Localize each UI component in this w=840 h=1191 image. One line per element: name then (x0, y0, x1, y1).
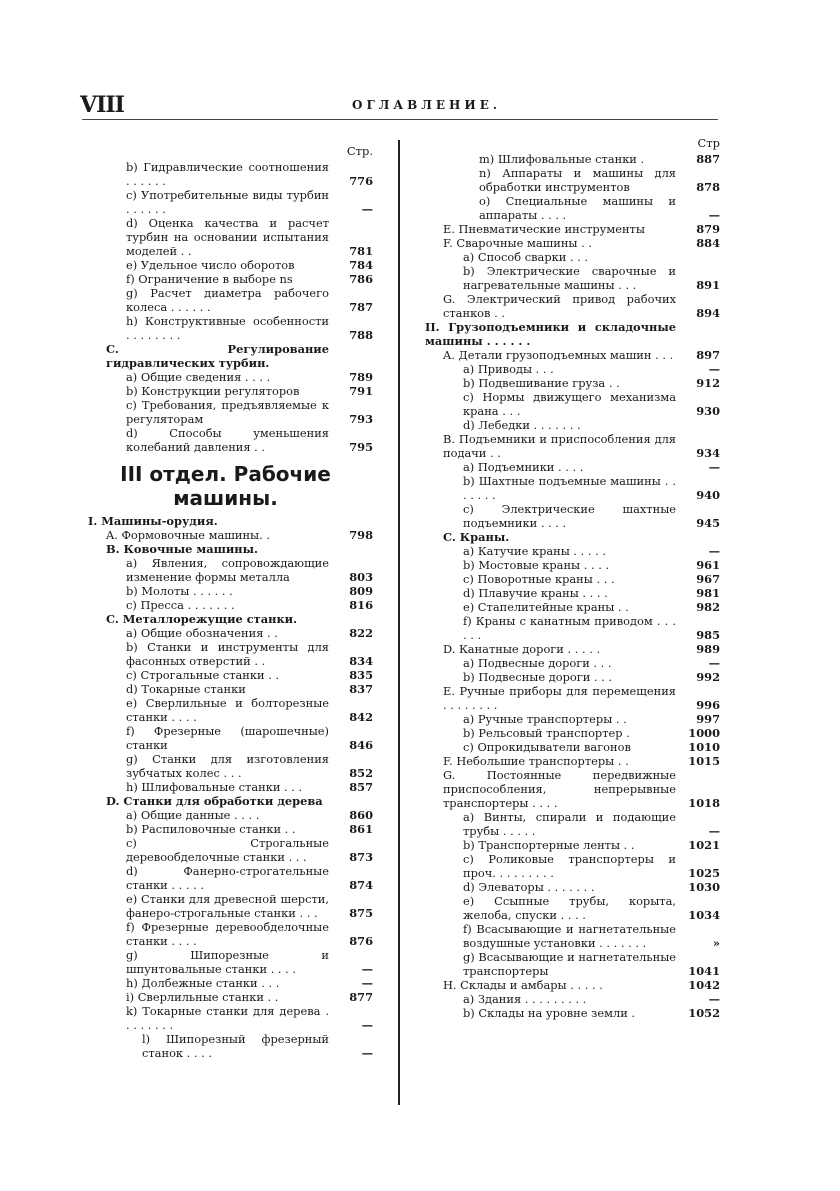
toc-entry-title: B. Ковочные машины. (106, 542, 259, 556)
toc-entry (88, 188, 373, 216)
toc-entry-page: — (361, 976, 373, 990)
toc-entry-title: d) Лебедки . . . . . . . (463, 418, 581, 432)
toc-entry (425, 152, 720, 166)
toc-entry (88, 808, 373, 822)
toc-entry-title: d) Фанерно-строгательные станки . . . . . (126, 864, 329, 892)
toc-entry-title: b) Рельсовый транспортер . (463, 726, 630, 740)
toc-entry-title: e) Удельное число оборотов (126, 258, 295, 272)
toc-entry-title: c) Строгальные деревообделочные станки . . . (126, 836, 329, 864)
toc-entry (425, 222, 720, 236)
toc-entry-title: a) Катучие краны . . . . . (463, 544, 607, 558)
toc-entry-page: 1018 (688, 796, 720, 810)
toc-entry-title: D. Станки для обработки дерева (106, 794, 323, 808)
toc-entry (88, 892, 373, 920)
toc-entry-title: a) Подъемники . . . . (463, 460, 584, 474)
toc-entry-page: 776 (349, 174, 373, 188)
toc-entry-page: 789 (349, 370, 373, 384)
toc-entry-page: — (708, 824, 720, 838)
toc-entry-title: H. Склады и амбары . . . . . (443, 978, 603, 992)
toc-entry-title: b) Распиловочные станки . . (126, 822, 296, 836)
toc-entry-page: 996 (696, 698, 720, 712)
toc-entry-page: 887 (696, 152, 720, 166)
toc-entry-page: 985 (696, 628, 720, 642)
toc-entry-page: 1010 (688, 740, 720, 754)
toc-entry-title: b) Подвесные дороги . . . (463, 670, 613, 684)
toc-entry (88, 640, 373, 668)
toc-entry-page: 834 (349, 654, 373, 668)
toc-entry (425, 1006, 720, 1020)
toc-entry (88, 990, 373, 1004)
toc-entry-page: 798 (349, 528, 373, 542)
toc-entry (425, 250, 720, 264)
toc-entry (88, 696, 373, 724)
toc-entry-page: 1000 (688, 726, 720, 740)
toc-entry-title: b) Подвешивание груза . . (463, 376, 620, 390)
toc-entry-page: 873 (349, 850, 373, 864)
toc-entry-title: g) Всасывающие и нагнетательные транспортеры (463, 950, 676, 978)
toc-entry (88, 258, 373, 272)
right-column (425, 136, 720, 1020)
toc-entry-title: a) Общие данные . . . . (126, 808, 260, 822)
toc-entry-page: 809 (349, 584, 373, 598)
toc-entry (88, 626, 373, 640)
toc-entry-page: — (708, 460, 720, 474)
toc-entry-page: 1025 (688, 866, 720, 880)
toc-entry (425, 558, 720, 572)
toc-entry-title: G. Постоянные передвижные приспособления, непрерывные транспортеры . . . . (443, 768, 676, 810)
toc-entry (425, 432, 720, 460)
toc-entry (425, 894, 720, 922)
toc-entry (425, 390, 720, 418)
toc-entry-title: c) Поворотные краны . . . (463, 572, 615, 586)
toc-entry-page: 934 (696, 446, 720, 460)
toc-entry-title: b) Транспортерные ленты . . (463, 838, 635, 852)
toc-entry-page: 781 (349, 244, 373, 258)
toc-entry (88, 216, 373, 258)
toc-entry (425, 978, 720, 992)
toc-entry-page: 997 (696, 712, 720, 726)
toc-entry-title: c) Пресса . . . . . . . (126, 598, 235, 612)
toc-entry-page: — (708, 544, 720, 558)
toc-entry-title: h) Конструктивные особенности . . . . . . . . (126, 314, 329, 342)
column-divider (398, 140, 400, 1105)
toc-entry (425, 880, 720, 894)
toc-entry-title: d) Способы уменьшения колебаний давления . . (126, 426, 329, 454)
toc-entry (88, 584, 373, 598)
toc-entry-title: C. Краны. (443, 530, 510, 544)
toc-entry (425, 670, 720, 684)
toc-entry-page: » (712, 936, 720, 950)
toc-entry-title: d) Плавучие краны . . . . (463, 586, 608, 600)
toc-entry (425, 838, 720, 852)
toc-entry (88, 556, 373, 584)
toc-entry-title: a) Общие сведения . . . . (126, 370, 271, 384)
toc-entry-title: I. Машины-орудия. (88, 514, 218, 528)
toc-entry (88, 286, 373, 314)
toc-entry-title: a) Приводы . . . (463, 362, 554, 376)
toc-entry (88, 612, 373, 626)
toc-entry-page: 795 (349, 440, 373, 454)
toc-entry-page: 982 (696, 600, 720, 614)
toc-entry-title: II. Грузоподъемники и складочные машины . . . . . . (425, 320, 676, 348)
toc-entry (425, 530, 720, 544)
toc-entry-page: — (361, 962, 373, 976)
toc-entry-page: 891 (696, 278, 720, 292)
toc-entry-title: f) Всасывающие и нагнетательные воздушные установки . . . . . . . (463, 922, 676, 950)
toc-entry-page: 1021 (688, 838, 720, 852)
toc-entry-page: 992 (696, 670, 720, 684)
toc-entry-page: 787 (349, 300, 373, 314)
toc-entry (88, 724, 373, 752)
toc-entry-page: 878 (696, 180, 720, 194)
toc-entry (88, 370, 373, 384)
toc-entry-title: m) Шлифовальные станки . (479, 152, 645, 166)
toc-entry-title: G. Электрический привод рабочих станков . . (443, 292, 676, 320)
toc-entry-title: d) Оценка качества и расчет турбин на основании испытания моделей . . (126, 216, 329, 258)
toc-entry (425, 166, 720, 194)
toc-entry-title: e) Сверлильные и болторезные станки . . . . (126, 696, 329, 724)
toc-entry-title: c) Опрокидыватели вагонов (463, 740, 631, 754)
toc-entry (88, 668, 373, 682)
toc-entry (425, 712, 720, 726)
toc-entry-page: 842 (349, 710, 373, 724)
toc-entry-page: 967 (696, 572, 720, 586)
toc-entry-title: a) Винты, спирали и подающие трубы . . . . . (463, 810, 676, 838)
toc-entry-page: 788 (349, 328, 373, 342)
toc-entry-page: 981 (696, 586, 720, 600)
toc-entry-title: b) Мостовые краны . . . . (463, 558, 610, 572)
toc-entry-page: 793 (349, 412, 373, 426)
toc-entry (88, 598, 373, 612)
toc-entry-title: a) Ручные транспортеры . . (463, 712, 627, 726)
toc-entry-page: 876 (349, 934, 373, 948)
toc-entry (88, 542, 373, 556)
toc-entry (88, 1004, 373, 1032)
toc-entry (425, 992, 720, 1006)
toc-entry (425, 614, 720, 642)
toc-entry (425, 586, 720, 600)
toc-entry-page: 940 (696, 488, 720, 502)
toc-entry (88, 836, 373, 864)
toc-entry-title: b) Склады на уровне земли . (463, 1006, 636, 1020)
toc-entry-title: f) Фрезерные деревообделочные станки . . . . (126, 920, 329, 948)
toc-entry (88, 384, 373, 398)
right-page-column-header: Стр (697, 136, 720, 150)
toc-entry-page: — (361, 1018, 373, 1032)
toc-entry (425, 922, 720, 950)
toc-entry-title: g) Шипорезные и шпунтовальные станки . . . . (126, 948, 329, 976)
toc-entry-title: f) Фрезерные (шарошечные) станки (126, 724, 329, 752)
toc-entry (425, 544, 720, 558)
toc-entry (88, 160, 373, 188)
toc-entry-page: 912 (696, 376, 720, 390)
toc-entry-title: b) Гидравлические соотношения . . . . . . (126, 160, 329, 188)
left-column (88, 144, 373, 1060)
toc-entry-page: 1034 (688, 908, 720, 922)
toc-entry-page: 857 (349, 780, 373, 794)
toc-entry (425, 754, 720, 768)
toc-entry-page: — (708, 656, 720, 670)
toc-entry-title: F. Сварочные машины . . (443, 236, 592, 250)
toc-entry-page: 786 (349, 272, 373, 286)
toc-entry-page: 852 (349, 766, 373, 780)
toc-entry-title: n) Аппараты и машины для обработки инструментов (479, 166, 676, 194)
toc-entry-page: — (708, 362, 720, 376)
right-toc-list (425, 152, 720, 1020)
toc-entry (425, 376, 720, 390)
toc-entry-title: l) Шипорезный фрезерный станок . . . . (142, 1032, 329, 1060)
toc-entry-page: 894 (696, 306, 720, 320)
toc-entry-title: c) Строгальные станки . . (126, 668, 280, 682)
toc-entry-page: 1015 (688, 754, 720, 768)
toc-entry-page: 897 (696, 348, 720, 362)
toc-entry-page: 989 (696, 642, 720, 656)
toc-entry-title: c) Роликовые транспортеры и проч. . . . . . . . . (463, 852, 676, 880)
toc-entry-title: b) Станки и инструменты для фасонных отверстий . . (126, 640, 329, 668)
toc-entry (425, 460, 720, 474)
toc-entry-title: a) Способ сварки . . . (463, 250, 589, 264)
toc-entry-title: C. Регулирование гидравлических турбин. (106, 342, 329, 370)
toc-entry-title: A. Детали грузоподъемных машин . . . (443, 348, 674, 362)
toc-entry-title: e) Стапелитейные краны . . (463, 600, 629, 614)
toc-entry-page: 877 (349, 990, 373, 1004)
toc-entry-title: D. Канатные дороги . . . . . (443, 642, 601, 656)
toc-entry-title: a) Явления, сопровождающие изменение формы металла (126, 556, 329, 584)
toc-entry-title: d) Элеваторы . . . . . . . (463, 880, 595, 894)
toc-entry-page: 860 (349, 808, 373, 822)
toc-entry-page: 875 (349, 906, 373, 920)
toc-entry-title: g) Расчет диаметра рабочего колеса . . . . . . (126, 286, 329, 314)
toc-entry (425, 502, 720, 530)
toc-entry-title: E. Пневматические инструменты (443, 222, 645, 236)
toc-entry (88, 426, 373, 454)
toc-entry (425, 740, 720, 754)
toc-entry (88, 794, 373, 808)
toc-entry-page: 1041 (688, 964, 720, 978)
toc-entry (88, 948, 373, 976)
page-header-title: ОГЛАВЛЕНИЕ. (352, 98, 502, 112)
toc-entry (425, 320, 720, 348)
toc-entry-title: h) Долбежные станки . . . (126, 976, 280, 990)
toc-entry-title: a) Общие обозначения . . (126, 626, 278, 640)
toc-entry-page: 835 (349, 668, 373, 682)
toc-entry-title: c) Употребительные виды турбин . . . . . . (126, 188, 329, 216)
toc-entry-page: 784 (349, 258, 373, 272)
toc-entry (425, 768, 720, 810)
toc-entry-page: 930 (696, 404, 720, 418)
toc-entry-title: A. Формовочные машины. . (106, 528, 270, 542)
toc-entry (88, 822, 373, 836)
toc-entry (425, 362, 720, 376)
toc-entry (88, 514, 373, 528)
toc-entry-title: h) Шлифовальные станки . . . (126, 780, 303, 794)
toc-entry (425, 194, 720, 222)
toc-entry (88, 398, 373, 426)
left-toc-list-lower (88, 514, 373, 1060)
left-toc-list-upper (88, 160, 373, 454)
toc-entry-title: b) Молоты . . . . . . (126, 584, 233, 598)
toc-entry-title: o) Специальные машины и аппараты . . . . (479, 194, 676, 222)
toc-entry-page: 861 (349, 822, 373, 836)
toc-entry-title: d) Токарные станки (126, 682, 246, 696)
toc-entry-page: 1042 (688, 978, 720, 992)
toc-entry (88, 682, 373, 696)
toc-entry (88, 780, 373, 794)
toc-entry-title: C. Металлорежущие станки. (106, 612, 298, 626)
toc-entry-title: a) Подвесные дороги . . . (463, 656, 612, 670)
toc-entry-page: 822 (349, 626, 373, 640)
toc-entry-page: — (361, 1046, 373, 1060)
toc-entry (88, 1032, 373, 1060)
toc-entry-title: a) Здания . . . . . . . . . (463, 992, 587, 1006)
page-number: VIII (80, 92, 124, 118)
toc-entry-page: 874 (349, 878, 373, 892)
toc-entry (425, 474, 720, 502)
toc-entry-page: — (361, 202, 373, 216)
toc-entry (88, 864, 373, 892)
toc-entry-page: — (708, 992, 720, 1006)
toc-entry (425, 684, 720, 712)
toc-entry (425, 572, 720, 586)
toc-entry-title: k) Токарные станки для дерева . . . . . . . . (126, 1004, 329, 1032)
toc-entry-page: 837 (349, 682, 373, 696)
toc-entry (425, 600, 720, 614)
toc-entry-page: 945 (696, 516, 720, 530)
toc-entry-title: e) Ссыпные трубы, корыта, желоба, спуски . . . . (463, 894, 676, 922)
toc-entry (425, 348, 720, 362)
toc-entry (425, 264, 720, 292)
toc-entry-page: 879 (696, 222, 720, 236)
section-title: III отдел. Рабочие машины. (120, 462, 331, 510)
toc-entry-page: 803 (349, 570, 373, 584)
toc-entry (425, 726, 720, 740)
toc-entry (88, 342, 373, 370)
toc-entry-title: F. Небольшие транспортеры . . (443, 754, 629, 768)
toc-entry (88, 920, 373, 948)
toc-entry-title: E. Ручные приборы для перемещения . . . . . . . . (443, 684, 676, 712)
toc-entry (88, 752, 373, 780)
toc-entry (88, 314, 373, 342)
left-page-column-header: Стр. (346, 144, 373, 158)
toc-entry-page: 791 (349, 384, 373, 398)
toc-entry (425, 292, 720, 320)
header-rule (82, 119, 718, 120)
toc-entry-title: b) Электрические сварочные и нагревательные машины . . . (463, 264, 676, 292)
toc-entry-title: c) Требования, предъявляемые к регуляторам (126, 398, 329, 426)
toc-entry-page: 846 (349, 738, 373, 752)
toc-entry-page: — (708, 208, 720, 222)
toc-entry-page: 1030 (688, 880, 720, 894)
toc-entry-page: 816 (349, 598, 373, 612)
toc-entry-page: 1052 (688, 1006, 720, 1020)
toc-entry (88, 976, 373, 990)
toc-entry (425, 810, 720, 838)
toc-entry-title: i) Сверлильные станки . . (126, 990, 279, 1004)
toc-entry-title: g) Станки для изготовления зубчатых колес . . . (126, 752, 329, 780)
toc-entry-title: f) Краны с канатным приводом . . . . . . (463, 614, 676, 642)
toc-entry (425, 418, 720, 432)
toc-entry-title: c) Нормы движущего механизма крана . . . (463, 390, 676, 418)
toc-entry (425, 950, 720, 978)
toc-entry (425, 642, 720, 656)
toc-entry (425, 656, 720, 670)
toc-entry-title: e) Станки для древесной шерсти, фанеро-строгальные станки . . . (126, 892, 329, 920)
toc-entry-title: B. Подъемники и приспособления для подачи . . (443, 432, 676, 460)
toc-entry-title: b) Конструкции регуляторов (126, 384, 300, 398)
toc-entry (425, 852, 720, 880)
toc-entry-title: c) Электрические шахтные подъемники . . . . (463, 502, 676, 530)
toc-entry-title: b) Шахтные подъемные машины . . . . . . . (463, 474, 676, 502)
toc-entry-title: f) Ограничение в выборе ns (126, 272, 293, 286)
toc-entry-page: 961 (696, 558, 720, 572)
toc-entry (88, 272, 373, 286)
toc-entry-page: 884 (696, 236, 720, 250)
toc-entry (425, 236, 720, 250)
toc-entry (88, 528, 373, 542)
